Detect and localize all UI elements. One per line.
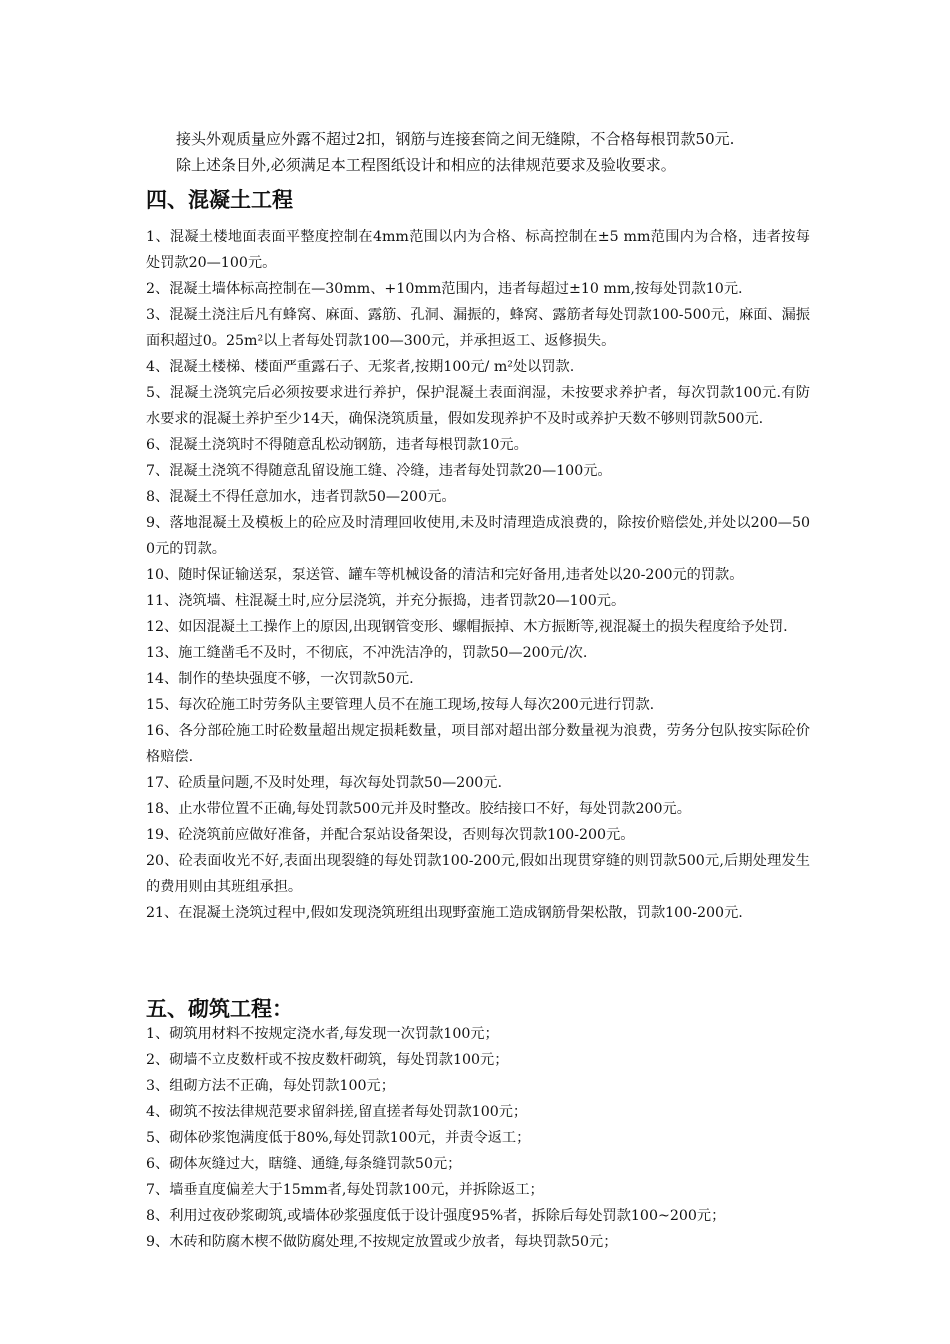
list-item: 9、木砖和防腐木楔不做防腐处理,不按规定放置或少放者，每块罚款50元； <box>146 1234 618 1250</box>
intro-line: 接头外观质量应外露不超过2扣，钢筋与连接套筒之间无缝隙，不合格每根罚款50元. <box>176 130 735 148</box>
list-item: 5、混凝土浇筑完后必须按要求进行养护，保护混凝土表面润湿，未按要求养护者，每次罚款100元.有防水要求的混凝土养护至少14天，确保浇筑质量，假如发现养护不及时或养护天数不够则罚款500元. <box>146 385 810 427</box>
list-item: 10、随时保证输送泵，泵送管、罐车等机械设备的清洁和完好备用,违者处以20-200元的罚款。 <box>146 567 744 583</box>
list-item: 7、混凝土浇筑不得随意乱留设施工缝、冷缝，违者每处罚款20—100元。 <box>146 463 612 479</box>
list-item: 4、砌筑不按法律规范要求留斜搓,留直搓者每处罚款100元； <box>146 1104 528 1120</box>
list-item: 1、混凝土楼地面表面平整度控制在4mm范围以内为合格、标高控制在±5 mm范围内为合格，违者按每处罚款20—100元。 <box>146 229 810 271</box>
intro-line: 除上述条目外,必须满足本工程图纸设计和相应的法律规范要求及验收要求。 <box>176 156 676 174</box>
list-item: 11、浇筑墙、柱混凝土时,应分层浇筑，并充分振捣，违者罚款20—100元。 <box>146 593 626 609</box>
list-item: 2、砌墙不立皮数杆或不按皮数杆砌筑，每处罚款100元； <box>146 1052 509 1068</box>
list-item: 2、混凝土墙体标高控制在—30mm、+10mm范围内，违者每超过±10 mm,按每处罚款10元. <box>146 281 743 297</box>
list-item: 1、砌筑用材料不按规定浇水者,每发现一次罚款100元； <box>146 1026 499 1042</box>
intro-paragraph <box>176 126 826 178</box>
list-item: 20、砼表面收光不好,表面出现裂缝的每处罚款100-200元,假如出现贯穿缝的则罚款500元,后期处理发生的费用则由其班组承担。 <box>146 853 810 895</box>
section-heading-concrete: 四、混凝土工程 <box>146 188 293 212</box>
list-item: 8、利用过夜砂浆砌筑,或墙体砂浆强度低于设计强度95%者，拆除后每处罚款100~200元； <box>146 1208 726 1224</box>
masonry-rules-list <box>146 1021 810 1255</box>
list-item: 7、墙垂直度偏差大于15mm者,每处罚款100元，并拆除返工； <box>146 1182 544 1198</box>
section-heading-masonry: 五、砌筑工程： <box>146 997 293 1021</box>
list-item: 13、施工缝凿毛不及时，不彻底，不冲洗洁净的，罚款50—200元/次. <box>146 645 588 661</box>
list-item: 4、混凝土楼梯、楼面严重露石子、无浆者,按期100元/ m²处以罚款. <box>146 359 575 375</box>
list-item: 3、混凝土浇注后凡有蜂窝、麻面、露筋、孔洞、漏振的，蜂窝、露筋者每处罚款100-500元，麻面、漏振面积超过0。25m²以上者每处罚款100—300元，并承担返工、返修损失。 <box>146 307 810 349</box>
list-item: 6、混凝土浇筑时不得随意乱松动钢筋，违者每根罚款10元。 <box>146 437 528 453</box>
list-item: 17、砼质量问题,不及时处理，每次每处罚款50—200元. <box>146 775 502 791</box>
list-item: 9、落地混凝土及模板上的砼应及时清理回收使用,未及时清理造成浪费的，除按价赔偿处,并处以200—500元的罚款。 <box>146 515 810 557</box>
list-item: 5、砌体砂浆饱满度低于80%,每处罚款100元，并责令返工； <box>146 1130 531 1146</box>
list-item: 14、制作的垫块强度不够，一次罚款50元. <box>146 671 414 687</box>
list-item: 21、在混凝土浇筑过程中,假如发现浇筑班组出现野蛮施工造成钢筋骨架松散，罚款100-200元. <box>146 905 743 921</box>
concrete-rules-list <box>146 224 810 926</box>
list-item: 12、如因混凝土工操作上的原因,出现钢管变形、螺帽振掉、木方振断等,视混凝土的损失程度给予处罚. <box>146 619 788 635</box>
list-item: 6、砌体灰缝过大，瞎缝、通缝,每条缝罚款50元； <box>146 1156 462 1172</box>
list-item: 19、砼浇筑前应做好准备，并配合泵站设备架设，否则每次罚款100-200元。 <box>146 827 635 843</box>
list-item: 8、混凝土不得任意加水，违者罚款50—200元。 <box>146 489 456 505</box>
list-item: 16、各分部砼施工时砼数量超出规定损耗数量，项目部对超出部分数量视为浪费，劳务分包队按实际砼价格赔偿. <box>146 723 810 765</box>
list-item: 15、每次砼施工时劳务队主要管理人员不在施工现场,按每人每次200元进行罚款. <box>146 697 655 713</box>
list-item: 18、止水带位置不正确,每处罚款500元并及时整改。胶结接口不好，每处罚款200元。 <box>146 801 691 817</box>
list-item: 3、组砌方法不正确，每处罚款100元； <box>146 1078 395 1094</box>
